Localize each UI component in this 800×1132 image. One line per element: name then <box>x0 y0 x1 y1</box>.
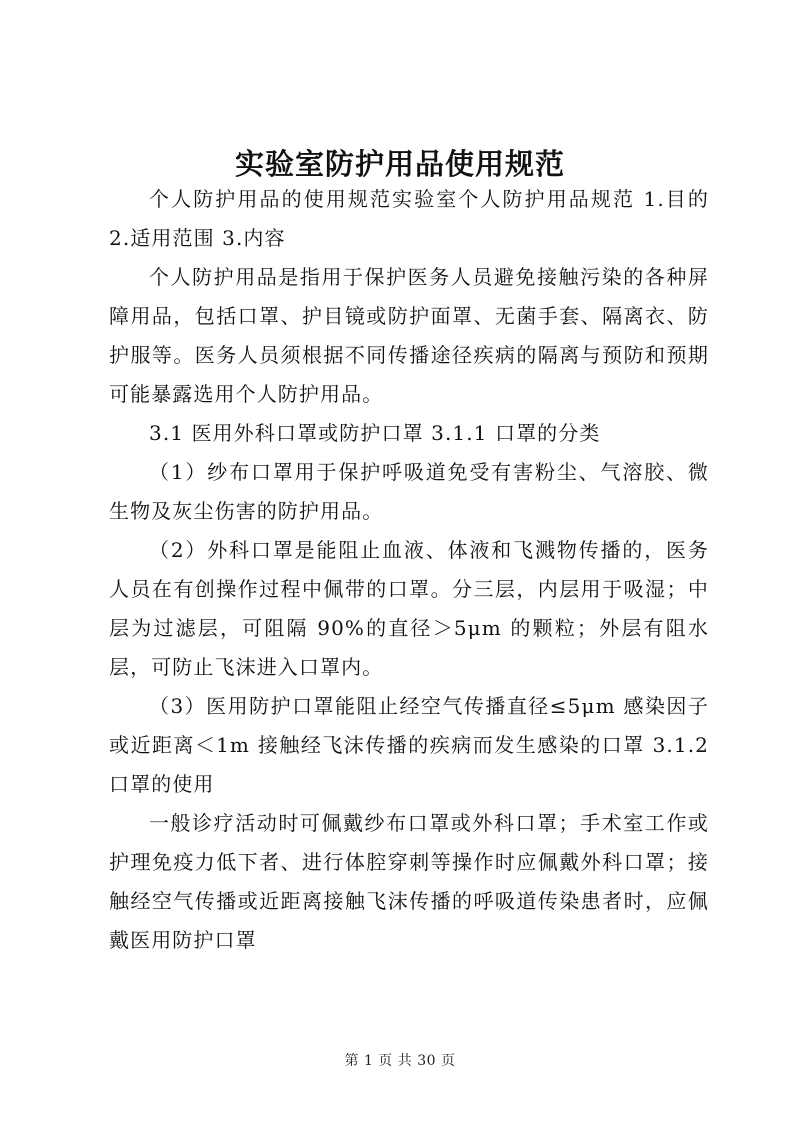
paragraph-protective-mask: （3）医用防护口罩能阻止经空气传播直径≤5μm 感染因子或近距离＜1m 接触经飞沫传播的疾病而发生感染的口罩 3.1.2 口罩的使用 <box>109 694 709 796</box>
paragraph-section-3-1: 3.1 医用外科口罩或防护口罩 3.1.1 口罩的分类 <box>149 421 601 445</box>
document-title: 实验室防护用品使用规范 <box>234 147 565 181</box>
paragraph-surgical-mask: （2）外科口罩是能阻止血液、体液和飞溅物传播的，医务人员在有创操作过程中佩带的口罩。分三层，内层用于吸湿；中层为过滤层，可阻隔 90%的直径＞5μm 的颗粒；外层有阻水层，可防止飞沫进入口罩内。 <box>109 538 709 679</box>
paragraph-mask-usage: 一般诊疗活动时可佩戴纱布口罩或外科口罩；手术室工作或护理免疫力低下者、进行体腔穿刺等操作时应佩戴外科口罩；接触经空气传播或近距离接触飞沫传播的呼吸道传染患者时，应佩戴医用防护口罩 <box>109 811 709 952</box>
document-body <box>109 180 709 960</box>
paragraph-definition: 个人防护用品是指用于保护医务人员避免接触污染的各种屏障用品，包括口罩、护目镜或防护面罩、无菌手套、隔离衣、防护服等。医务人员须根据不同传播途径疾病的隔离与预防和预期可能暴露选用个人防护用品。 <box>109 265 709 406</box>
paragraph-intro: 个人防护用品的使用规范实验室个人防护用品规范 1.目的 2.适用范围 3.内容 <box>109 187 709 250</box>
paragraph-gauze-mask: （1）纱布口罩用于保护呼吸道免受有害粉尘、气溶胶、微生物及灰尘伤害的防护用品。 <box>109 460 709 523</box>
page-number-footer: 第 1 页 共 30 页 <box>344 1053 456 1069</box>
